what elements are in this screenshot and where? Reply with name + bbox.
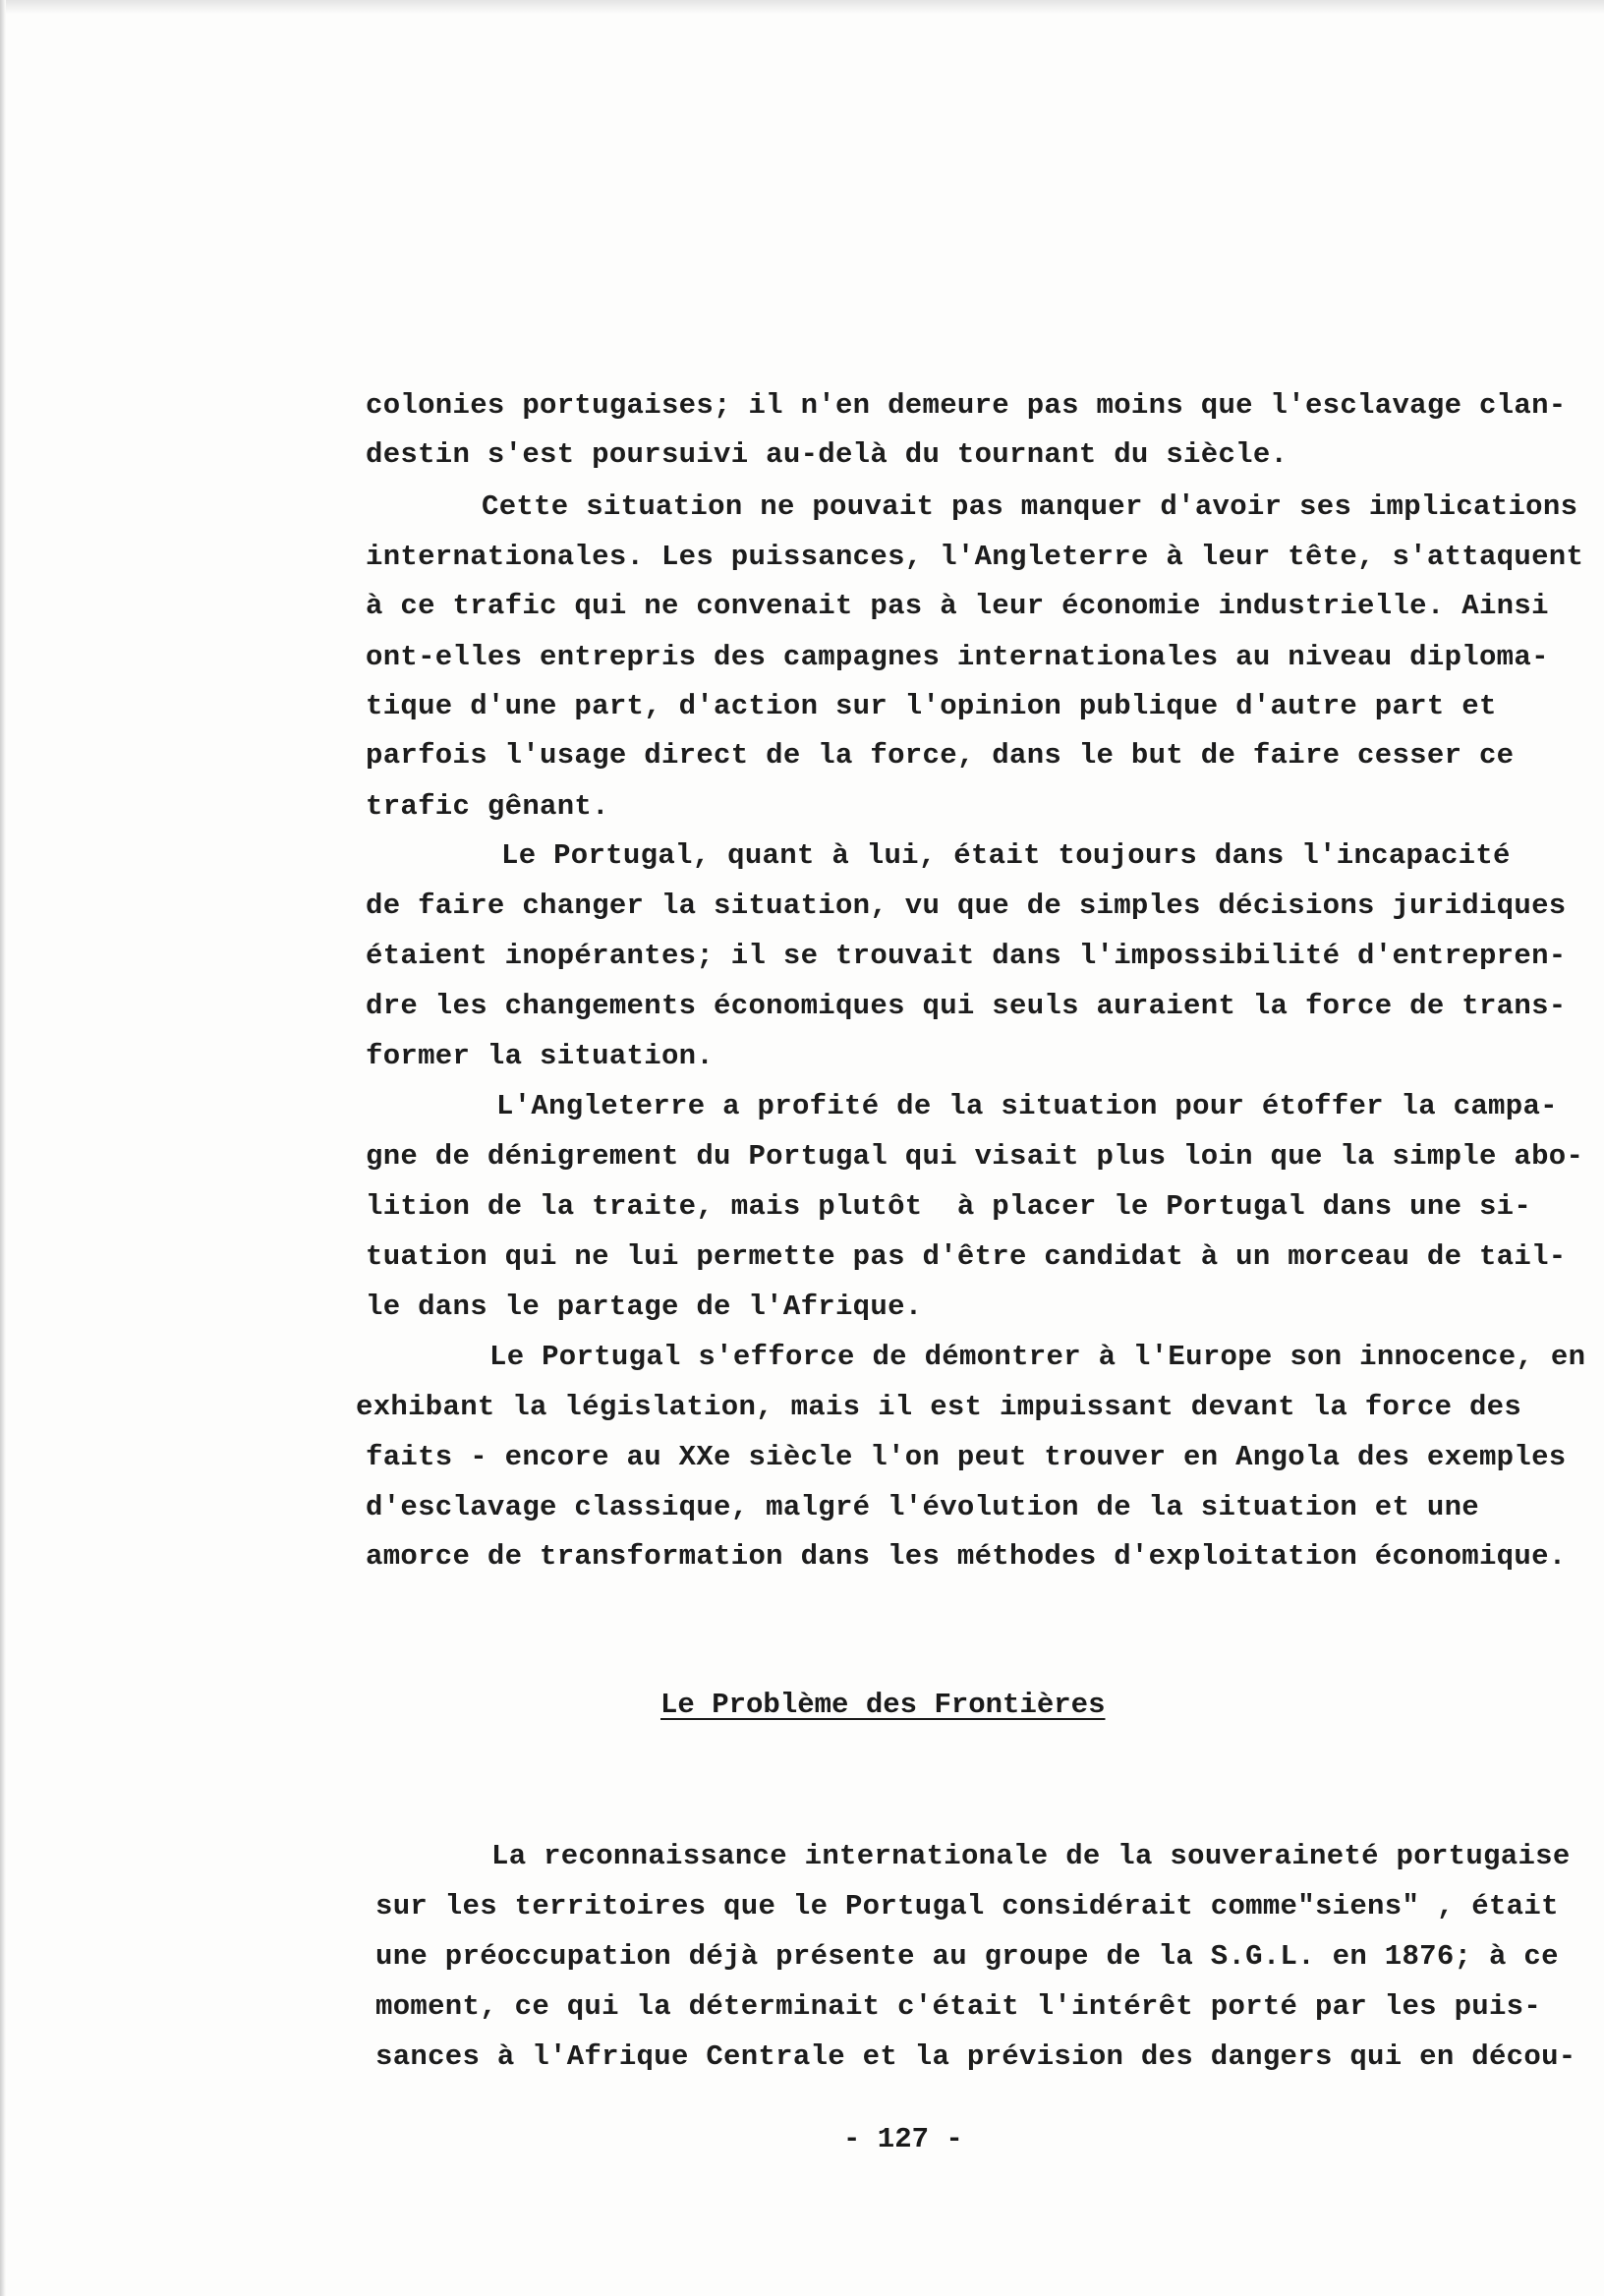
text-line: trafic gênant. xyxy=(366,790,609,823)
text-line: dre les changements économiques qui seuls auraient la force de trans- xyxy=(366,990,1567,1022)
text-line: destin s'est poursuivi au-delà du tournant du siècle. xyxy=(366,438,1289,471)
text-line: exhibant la législation, mais il est impuissant devant la force des xyxy=(356,1391,1522,1423)
text-line: d'esclavage classique, malgré l'évolution de la situation et une xyxy=(366,1491,1479,1523)
text-line: gne de dénigrement du Portugal qui visait plus loin que la simple abo- xyxy=(366,1140,1584,1173)
text-line: étaient inopérantes; il se trouvait dans l'impossibilité d'entrepren- xyxy=(366,940,1567,972)
text-line: de faire changer la situation, vu que de simples décisions juridiques xyxy=(366,890,1567,922)
text-line: internationales. Les puissances, l'Angleterre à leur tête, s'attaquent xyxy=(366,541,1584,573)
scan-top-edge xyxy=(0,0,1604,14)
text-line: faits - encore au XXe siècle l'on peut trouver en Angola des exemples xyxy=(366,1441,1567,1473)
text-line: L'Angleterre a profité de la situation pour étoffer la campa- xyxy=(496,1090,1558,1122)
text-line: amorce de transformation dans les méthodes d'exploitation économique. xyxy=(366,1540,1567,1573)
scan-left-edge xyxy=(0,0,6,2296)
text-line: sur les territoires que le Portugal considérait comme"siens" , était xyxy=(375,1890,1559,1923)
page-number: - 127 - xyxy=(843,2123,963,2155)
text-line: parfois l'usage direct de la force, dans le but de faire cesser ce xyxy=(366,739,1515,772)
text-line: former la situation. xyxy=(366,1040,715,1072)
text-line: à ce trafic qui ne convenait pas à leur économie industrielle. Ainsi xyxy=(366,590,1549,622)
text-line: Le Portugal s'efforce de démontrer à l'Europe son innocence, en xyxy=(489,1341,1586,1373)
text-line: Cette situation ne pouvait pas manquer d'avoir ses implications xyxy=(482,490,1578,523)
text-line: tuation qui ne lui permette pas d'être candidat à un morceau de tail- xyxy=(366,1240,1567,1273)
text-line: ont-elles entrepris des campagnes internationales au niveau diploma- xyxy=(366,641,1549,673)
text-line: La reconnaissance internationale de la souveraineté portugaise xyxy=(491,1840,1571,1872)
section-heading: Le Problème des Frontières xyxy=(660,1689,1106,1721)
text-line: Le Portugal, quant à lui, était toujours dans l'incapacité xyxy=(501,839,1511,872)
text-line: le dans le partage de l'Afrique. xyxy=(366,1291,923,1323)
text-line: une préoccupation déjà présente au groupe de la S.G.L. en 1876; à ce xyxy=(375,1940,1559,1973)
text-line: tique d'une part, d'action sur l'opinion publique d'autre part et xyxy=(366,690,1497,722)
text-line: sances à l'Afrique Centrale et la prévision des dangers qui en décou- xyxy=(375,2040,1576,2073)
text-line: lition de la traite, mais plutôt à placer le Portugal dans une si- xyxy=(366,1190,1532,1223)
text-line: moment, ce qui la déterminait c'était l'intérêt porté par les puis- xyxy=(375,1990,1542,2023)
text-line: colonies portugaises; il n'en demeure pas moins que l'esclavage clan- xyxy=(366,389,1567,422)
